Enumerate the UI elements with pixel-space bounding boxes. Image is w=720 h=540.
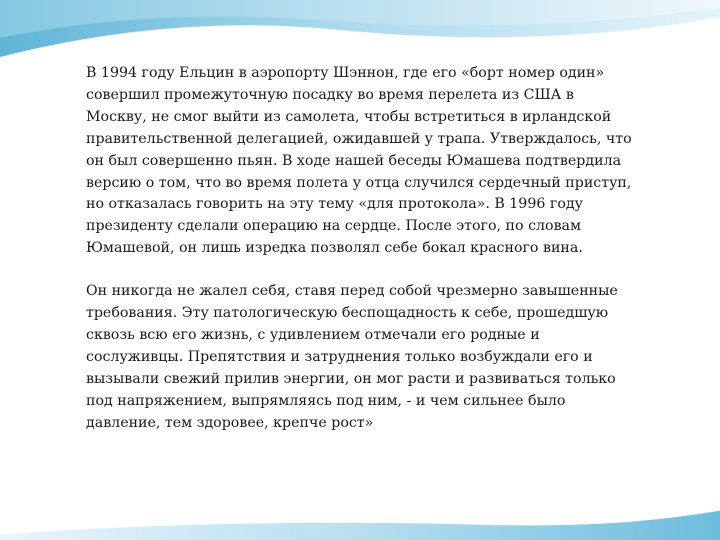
paragraph-1: В 1994 году Ельцин в аэропорту Шэннон, где его «борт номер один» совершил промежуточную посадку во время перелета из США в Москву, не смог выйти из самолета, чтобы встретиться в ирландской правительственной делегацией, ожидавшей у трапа. Утверждалось, что он был совершенно пьян. В ходе нашей беседы Юмашева подтвердила версию о том, что во время полета у отца случился сердечный приступ, но отказалась говорить на эту тему «для протокола». В 1996 году президенту сделали операцию на сердце. После этого, по словам Юмашевой, он лишь изредка позволял себе бокал красного вина. bbox=[86, 65, 632, 257]
slide-text bbox=[86, 63, 634, 435]
bottom-wave-decoration bbox=[0, 500, 720, 540]
top-wave-decoration bbox=[0, 0, 720, 70]
paragraph-2: Он никогда не жалел себя, ставя перед собой чрезмерно завышенные требования. Эту патологическую беспощадность к себе, прошедшую сквозь всю его жизнь, с удивлением отмечали его родные и сослуживцы. Препятствия и затруднения только возбуждали его и вызывали свежий прилив энергии, он мог расти и развиваться только под напряжением, выпрямляясь под ним, - и чем сильнее было давление, тем здоровее, крепче рост» bbox=[86, 283, 618, 431]
bottom-wave bbox=[0, 510, 720, 540]
